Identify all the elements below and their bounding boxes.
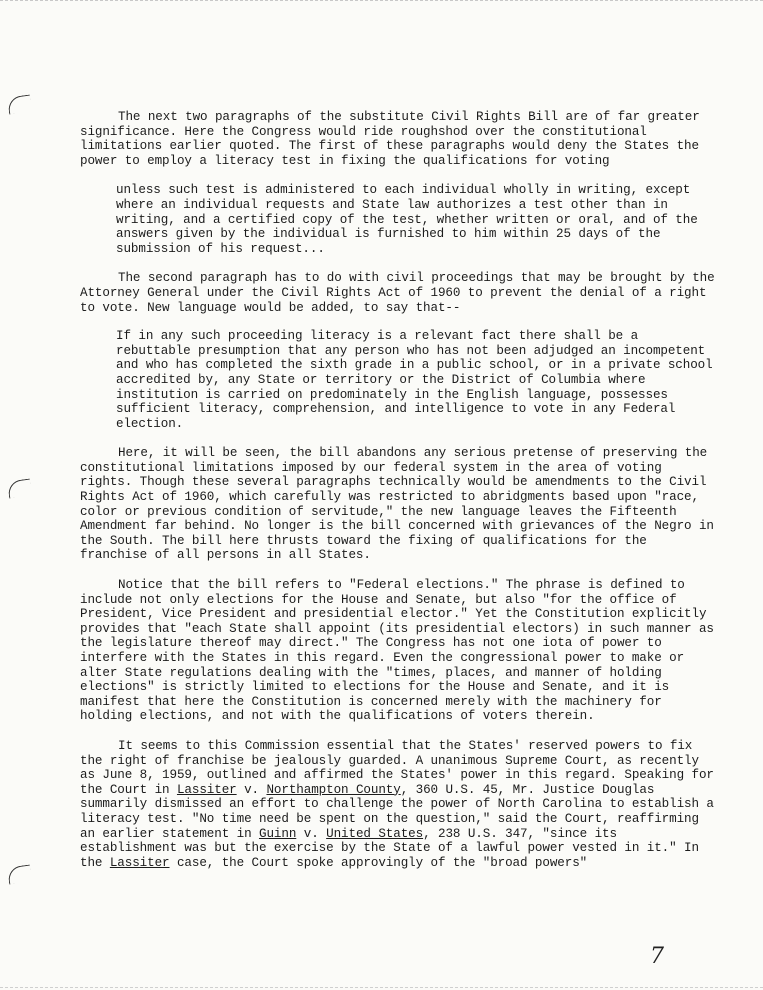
case-name: Northampton County xyxy=(266,782,401,797)
paragraph-text: , 360 U.S. 45, Mr. Justice Douglas summarily dismissed an effort to challenge the power of North Carolina to establish a literacy test. "No time need be spent on the question," said the Court, reaffirming an earlier statement in xyxy=(80,782,714,841)
binder-hole-mark xyxy=(7,478,32,498)
paragraph: Notice that the bill refers to "Federal elections." The phrase is defined to include not only elections for the House and Senate, but also "for the office of President, Vice President and presidential elector." Yet the Constitution explicitly provides that "each State shall appoint (its presidential electors) in such manner as the legislature thereof may direct." The Congress has not one iota of power to interfere with the States in this regard. Even the congressional power to make or alter State regulations dealing with the "times, places, and manner of holding elections" is strictly limited to elections for the House and Senate, and it is manifest that here the Constitution is concerned merely with the machinery for holding elections, and not with the qualifications of voters therein. xyxy=(80,578,714,724)
paragraph: Here, it will be seen, the bill abandons any serious pretense of preserving the constitutional limitations imposed by our federal system in the area of voting rights. Though these several paragraphs technically would be amendments to the Civil Rights Act of 1960, which carefully was restricted to abridgments based upon "race, color or previous condition of servitude," the new language leaves the Fifteenth Amendment far behind. No longer is the bill concerned with grievances of the Negro in the South. The bill here thrusts toward the fixing of qualifications for the franchise of all persons in all States. xyxy=(80,446,714,563)
case-name: Lassiter xyxy=(176,782,237,797)
paragraph-text: , 238 U.S. 347, "since its establishment was but the exercise by the State of a lawful power vested in it." In the xyxy=(80,826,699,870)
page-bottom-edge xyxy=(0,987,763,988)
paragraph: The second paragraph has to do with civil proceedings that may be brought by the Attorney General under the Civil Rights Act of 1960 to prevent the denial of a right to vote. New language would be added, to say that-- xyxy=(80,271,715,315)
paragraph-text: case, the Court spoke approvingly of the "broad powers" xyxy=(169,855,588,870)
page-number: 7 xyxy=(650,944,664,969)
body-text xyxy=(80,110,720,870)
paragraph-text: v. xyxy=(296,826,327,841)
block-quote: unless such test is administered to each individual wholly in writing, except where an individual requests and State law authorizes a test other than in writing, and a certified copy of the test, whether written or oral, and of the answers given by the individual is furnished to him within 25 days of the submission of his request... xyxy=(116,183,698,256)
paragraph: The next two paragraphs of the substitute Civil Rights Bill are of far greater significance. Here the Congress would ride roughshod over the constitutional limitations earlier quoted. The first of these paragraphs would deny the States the power to employ a literacy test in fixing the qualifications for voting xyxy=(80,110,700,168)
binder-hole-mark xyxy=(7,94,32,114)
case-name: Guinn xyxy=(258,826,297,841)
case-name: Lassiter xyxy=(109,855,170,870)
page-top-edge xyxy=(0,0,763,1)
paragraph-with-citations xyxy=(80,739,720,870)
paragraph-text: It seems to this Commission essential that the States' reserved powers to fix the right of franchise be jealously guarded. A unanimous Supreme Court, as recently as June 8, 1959, outlined and affirmed the States' power in this regard. Speaking for the Court in xyxy=(80,738,714,797)
paragraph-text: v. xyxy=(236,782,267,797)
binder-hole-mark xyxy=(7,864,32,884)
block-quote: If in any such proceeding literacy is a relevant fact there shall be a rebuttable presumption that any person who has not been adjudged an incompetent and who has completed the sixth grade in a public school, or in a private school accredited by, any State or territory or the District of Columbia where institution is carried on predominately in the English language, possesses sufficient literacy, comprehension, and intelligence to vote in any Federal election. xyxy=(116,329,713,431)
case-name: United States xyxy=(326,826,424,841)
